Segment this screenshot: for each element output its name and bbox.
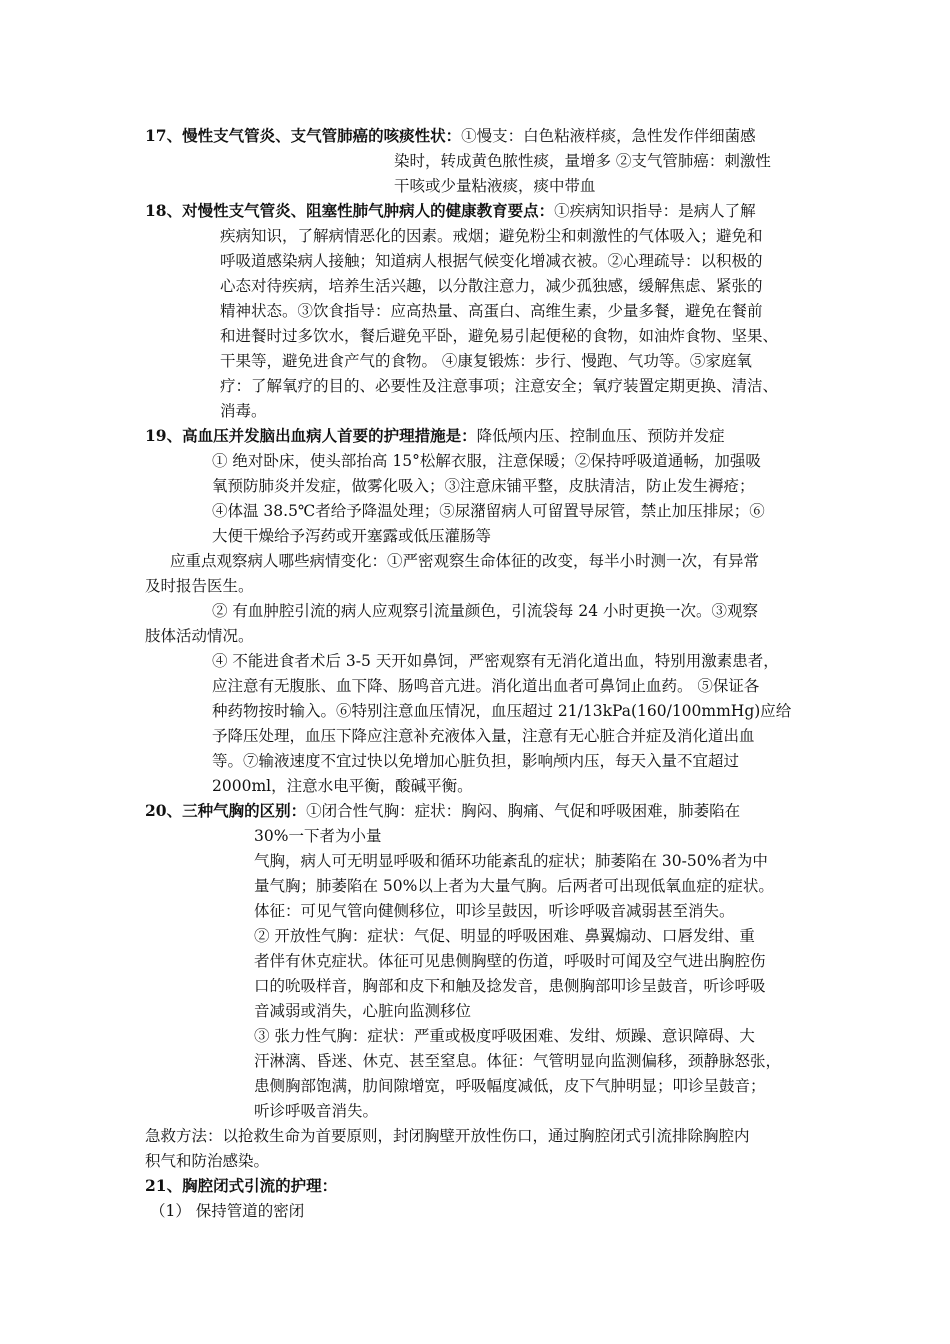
section20-line-11: 患侧胸部饱满，肋间隙增宽，呼吸幅度减低，皮下气肿明显；叩诊呈鼓音；: [254, 1077, 766, 1095]
section20-line-10: 汗淋漓、昏迷、休克、甚至窒息。体征：气管明显向监测偏移，颈静脉怒张，: [254, 1052, 782, 1070]
section18-line-1: 疾病知识，了解病情恶化的因素。戒烟；避免粉尘和刺激性的气体吸入；避免和: [220, 227, 763, 245]
section19-heading: 19、高血压并发脑出血病人首要的护理措施是：: [145, 426, 477, 445]
section20-line-1: 30%一下者为小量: [254, 827, 382, 845]
section18-line-5: 和进餐时过多饮水，餐后避免平卧，避免易引起便秘的食物，如油炸食物、坚果、: [220, 327, 779, 345]
section21-line-heading: [145, 1174, 337, 1198]
section19-line-13: 等。⑦输液速度不宜过快以免增加心脏负担，影响颅内压，每天入量不宜超过: [212, 752, 740, 770]
section21-heading: 21、胸腔闭式引流的护理：: [145, 1176, 338, 1195]
section20-line-7: 口的吮吸样音，胸部和皮下和触及捻发音，患侧胸部叩诊呈鼓音，听诊呼吸: [254, 977, 766, 995]
section19-line-9: ④ 不能进食者术后 3-5 天开如鼻饲，严密观察有无消化道出血，特别用激素患者，: [212, 652, 779, 670]
section19-line-3: ④体温 38.5℃者给予降温处理；⑤尿潴留病人可留置导尿管，禁止加压排尿；⑥: [212, 502, 765, 520]
section20-line-14: 积气和防治感染。: [145, 1152, 270, 1170]
section19-line-10: 应注意有无腹胀、血下降、肠鸣音亢进。消化道出血者可鼻饲止血药。 ⑤保证各: [212, 677, 760, 695]
section21-line-0: （1） 保持管道的密闭: [150, 1202, 305, 1220]
section20-line-2: 气胸，病人可无明显呼吸和循环功能紊乱的症状；肺萎陷在 30-50%者为中: [254, 852, 768, 870]
section19-line-1: ① 绝对卧床，使头部抬高 15°松解衣服，注意保暖；②保持呼吸道通畅，加强吸: [212, 452, 761, 470]
section19-line-12: 予降压处理，血压下降应注意补充液体入量，注意有无心脏合并症及消化道出血: [212, 727, 755, 745]
section20-line-8: 音减弱或消失，心脏向监测移位: [254, 1002, 472, 1020]
section20-line-4: 体征：可见气管向健侧移位，叩诊呈鼓因，听诊呼吸音减弱甚至消失。: [254, 902, 735, 920]
section19-line-7: ② 有血肿腔引流的病人应观察引流量颜色，引流袋每 24 小时更换一次。③观察: [212, 602, 759, 620]
section20-line-6: 者伴有休克症状。体征可见患侧胸壁的伤道，呼吸时可闻及空气进出胸腔伤: [254, 952, 766, 970]
section20-line-3: 量气胸；肺萎陷在 50%以上者为大量气胸。后两者可出现低氧血症的症状。: [254, 877, 774, 895]
section19-line-0: 19、高血压并发脑出血病人首要的护理措施是：降低颅内压、控制血压、预防并发症: [145, 426, 725, 445]
section18-line-0: 18、对慢性支气管炎、阻塞性肺气肿病人的健康教育要点：①疾病知识指导：是病人了解: [145, 201, 756, 220]
section19-line-2: 氧预防肺炎并发症，做雾化吸入；③注意床铺平整，皮肤清洁，防止发生褥疮；: [212, 477, 755, 495]
section20-line-9: ③ 张力性气胸：症状：严重或极度呼吸困难、发绀、烦躁、意识障碍、大: [254, 1027, 755, 1045]
section18-line-6: 干果等，避免进食产气的食物。 ④康复锻炼：步行、慢跑、气功等。⑤家庭氧: [220, 352, 752, 370]
section17-line-0: 17、慢性支气管炎、支气管肺癌的咳痰性状：①慢支：白色粘液样痰，急性发作伴细菌感: [145, 126, 756, 145]
section19-line-14: 2000ml，注意水电平衡，酸碱平衡。: [212, 777, 473, 795]
section20-heading: 20、三种气胸的区别：: [145, 801, 307, 820]
section20-line-12: 听诊呼吸音消失。: [254, 1102, 379, 1120]
section19-line-11: 种药物按时输入。⑥特别注意血压情况，血压超过 21/13kPa(160/100mmHg)应给: [212, 702, 792, 720]
section18-heading: 18、对慢性支气管炎、阻塞性肺气肿病人的健康教育要点：: [145, 201, 555, 220]
section18-line-4: 精神状态。③饮食指导：应高热量、高蛋白、高维生素，少量多餐，避免在餐前: [220, 302, 763, 320]
section18-line-2: 呼吸道感染病人接触；知道病人根据气候变化增减衣被。②心理疏导：以积极的: [220, 252, 763, 270]
section20-line-5: ② 开放性气胸：症状：气促、明显的呼吸困难、鼻翼煽动、口唇发绀、重: [254, 927, 755, 945]
section17-heading: 17、慢性支气管炎、支气管肺癌的咳痰性状：: [145, 126, 462, 145]
section20-line-13: 急救方法：以抢救生命为首要原则，封闭胸壁开放性伤口，通过胸腔闭式引流排除胸腔内: [145, 1127, 750, 1145]
section18-line-7: 疗：了解氧疗的目的、必要性及注意事项；注意安全；氧疗装置定期更换、清洁、: [220, 377, 779, 395]
section18-line-3: 心态对待疾病，培养生活兴趣，以分散注意力，减少孤独感，缓解焦虑、紧张的: [220, 277, 763, 295]
section19-line-5: 应重点观察病人哪些病情变化：①严密观察生命体征的改变，每半小时测一次，有异常: [170, 552, 760, 570]
section17-line-1: 染时，转成黄色脓性痰，量增多 ②支气管肺癌：刺激性: [394, 152, 771, 170]
section18-line-8: 消毒。: [220, 402, 267, 420]
section19-line-6: 及时报告医生。: [145, 577, 254, 595]
section19-line-8: 肢体活动情况。: [145, 627, 254, 645]
section19-line-4: 大便干燥给予泻药或开塞露或低压灌肠等: [212, 527, 492, 545]
section20-line-0: 20、三种气胸的区别：①闭合性气胸：症状：胸闷、胸痛、气促和呼吸困难，肺萎陷在: [145, 801, 741, 820]
section17-line-2: 干咳或少量粘液痰，痰中带血: [394, 177, 596, 195]
